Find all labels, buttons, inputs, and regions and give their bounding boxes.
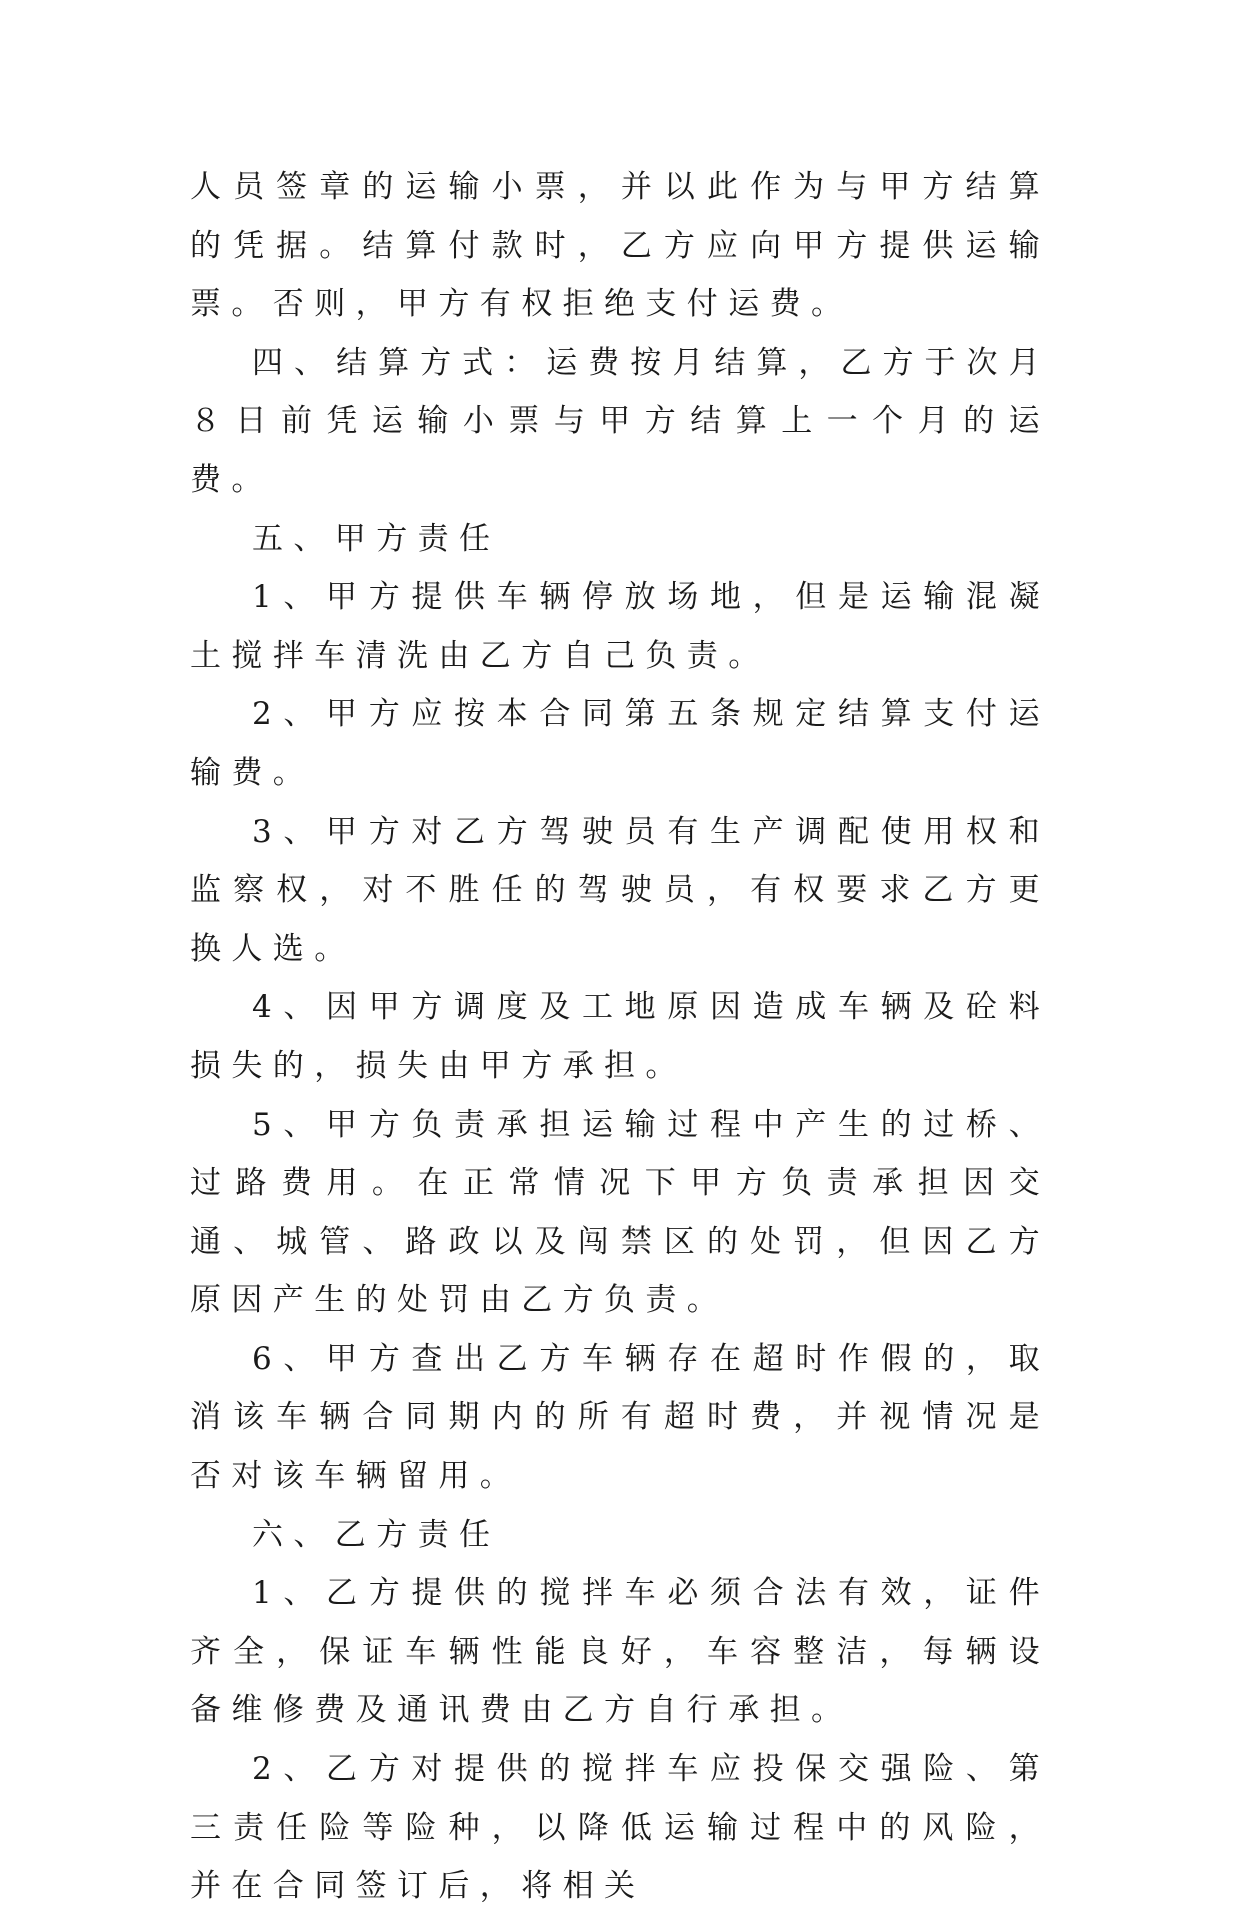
clause-a-5: 5、甲方负责承担运输过程中产生的过桥、过路费用。在正常情况下甲方负责承担因交通、城管、路政以及闯禁区的处罚，但因乙方原因产生的处罚由乙方负责。 <box>190 1106 1050 1319</box>
clause-a-4: 4、因甲方调度及工地原因造成车辆及砼料损失的，损失由甲方承担。 <box>190 989 1050 1084</box>
clause-b-1: 1、乙方提供的搅拌车必须合法有效，证件齐全，保证车辆性能良好，车容整洁，每辆设备维修费及通讯费由乙方自行承担。 <box>190 1575 1050 1729</box>
paragraph-section-4-settlement: 四、结算方式：运费按月结算，乙方于次月８日前凭运输小票与甲方结算上一个月的运费。 <box>190 344 1050 498</box>
section-heading-party-a: 五、甲方责任 <box>252 520 501 557</box>
section-heading-party-b: 六、乙方责任 <box>252 1516 501 1553</box>
clause-a-3: 3、甲方对乙方驾驶员有生产调配使用权和监察权，对不胜任的驾驶员，有权要求乙方更换人选。 <box>190 813 1050 967</box>
document-body <box>190 158 1050 1916</box>
clause-b-2: 2、乙方对提供的搅拌车应投保交强险、第三责任险等险种，以降低运输过程中的风险，并在合同签订后，将相关 <box>190 1751 1050 1905</box>
clause-a-2: 2、甲方应按本合同第五条规定结算支付运输费。 <box>190 696 1050 791</box>
paragraph-settlement-ticket: 人员签章的运输小票，并以此作为与甲方结算的凭据。结算付款时，乙方应向甲方提供运输票。否则，甲方有权拒绝支付运费。 <box>190 169 1050 323</box>
clause-a-6: 6、甲方查出乙方车辆存在超时作假的，取消该车辆合同期内的所有超时费，并视情况是否对该车辆留用。 <box>190 1340 1050 1495</box>
clause-a-1: 1、甲方提供车辆停放场地，但是运输混凝土搅拌车清洗由乙方自己负责。 <box>190 579 1050 674</box>
